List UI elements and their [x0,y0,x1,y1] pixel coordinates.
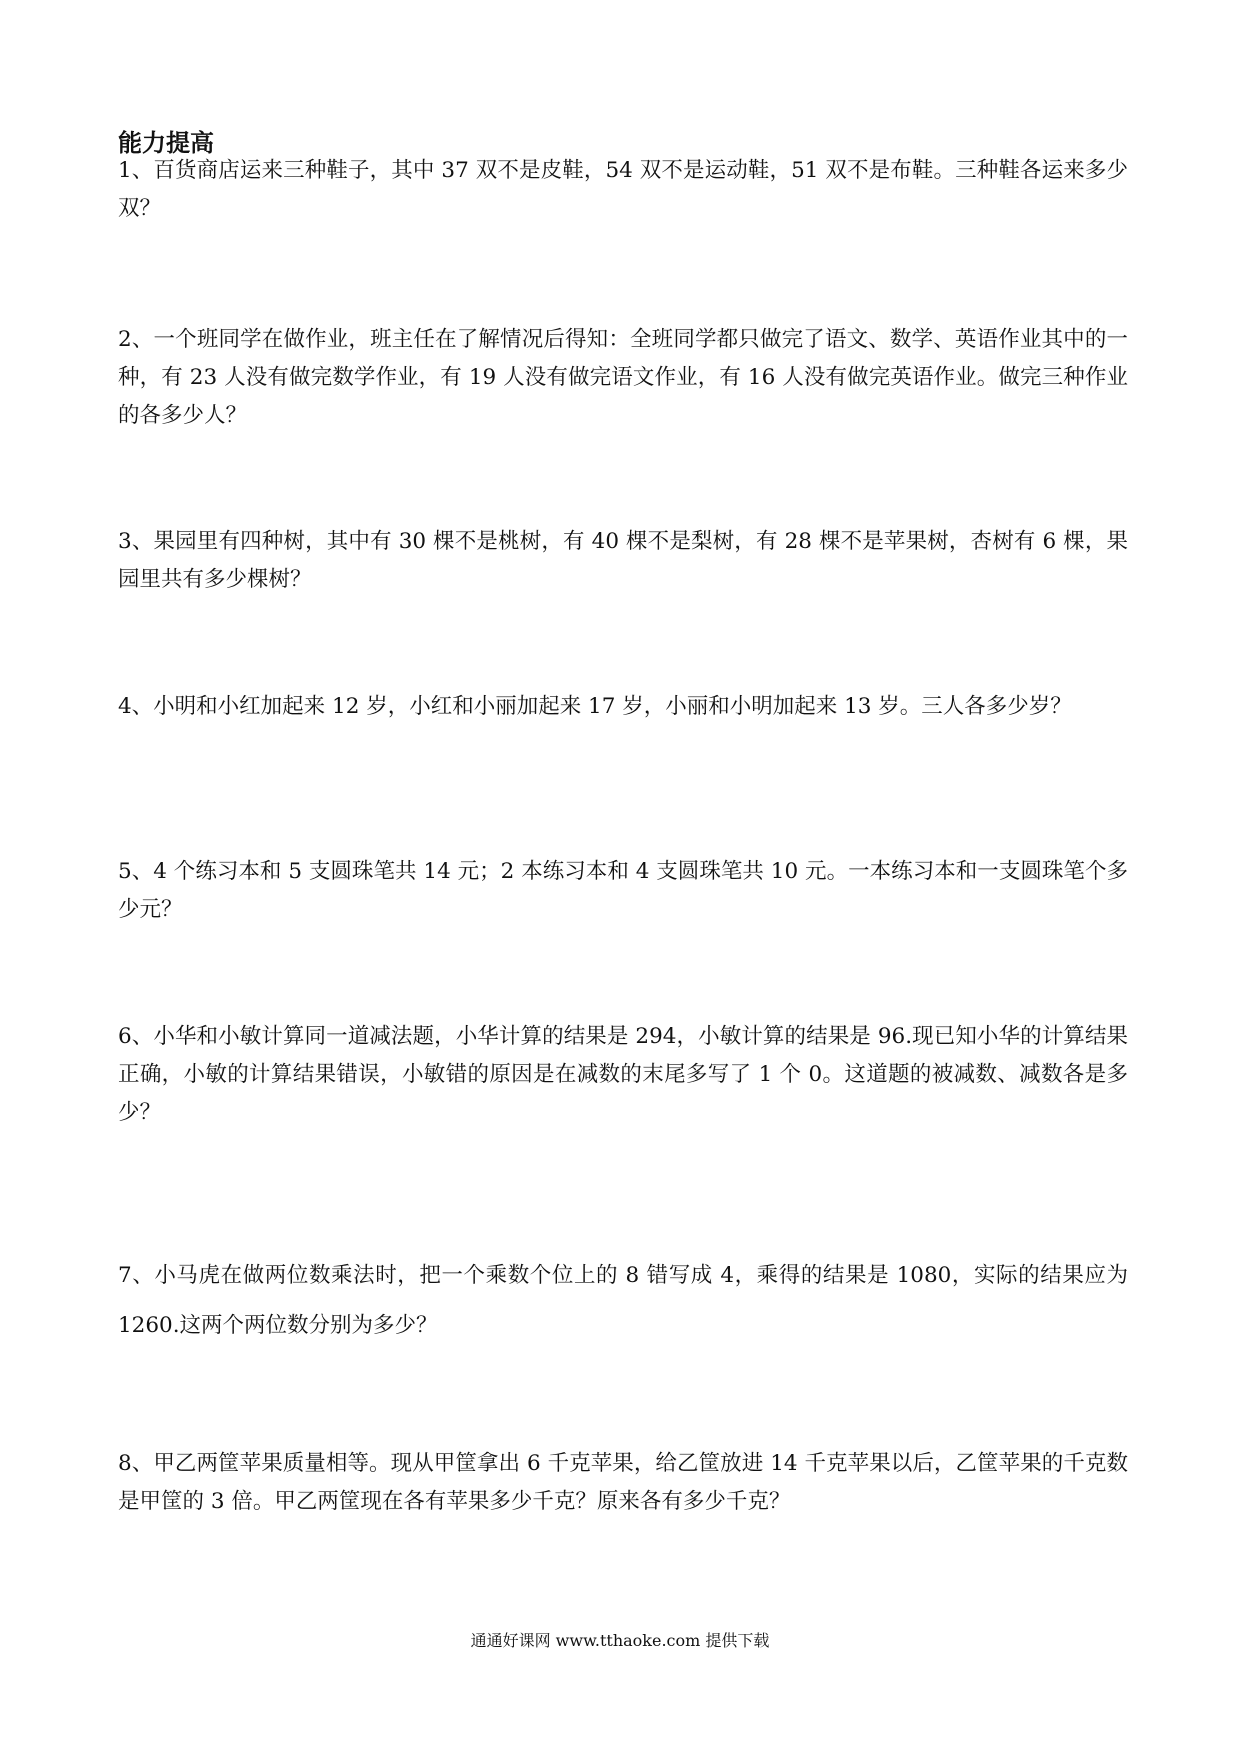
question-8: 8、甲乙两筐苹果质量相等。现从甲筐拿出 6 千克苹果，给乙筐放进 14 千克苹果以后，乙筐苹果的千克数是甲筐的 3 倍。甲乙两筐现在各有苹果多少千克？原来各有多少千克？ [118,1451,1128,1514]
question-6: 6、小华和小敏计算同一道减法题，小华计算的结果是 294，小敏计算的结果是 96.现已知小华的计算结果正确，小敏的计算结果错误，小敏错的原因是在减数的末尾多写了 1 个 0。这道题的被减数、减数各是多少？ [118,1024,1128,1125]
question-5: 5、4 个练习本和 5 支圆珠笔共 14 元；2 本练习本和 4 支圆珠笔共 10 元。一本练习本和一支圆珠笔个多少元？ [118,859,1128,922]
section-heading: 能力提高 [118,128,214,157]
footer-credit: 通通好课网 www.tthaoke.com 提供下载 [470,1631,770,1650]
question-3: 3、果园里有四种树，其中有 30 棵不是桃树，有 40 棵不是梨树，有 28 棵不是苹果树，杏树有 6 棵，果园里共有多少棵树？ [118,529,1128,592]
question-2: 2、一个班同学在做作业，班主任在了解情况后得知：全班同学都只做完了语文、数学、英语作业其中的一种，有 23 人没有做完数学作业，有 19 人没有做完语文作业，有 16 人没有做完英语作业。做完三种作业的各多少人？ [118,327,1128,428]
question-7: 7、小马虎在做两位数乘法时，把一个乘数个位上的 8 错写成 4，乘得的结果是 1080，实际的结果应为 1260.这两个两位数分别为多少？ [118,1263,1128,1338]
question-1: 1、百货商店运来三种鞋子，其中 37 双不是皮鞋，54 双不是运动鞋，51 双不是布鞋。三种鞋各运来多少双？ [118,158,1128,221]
question-4: 4、小明和小红加起来 12 岁，小红和小丽加起来 17 岁，小丽和小明加起来 13 岁。三人各多少岁？ [118,694,1072,719]
